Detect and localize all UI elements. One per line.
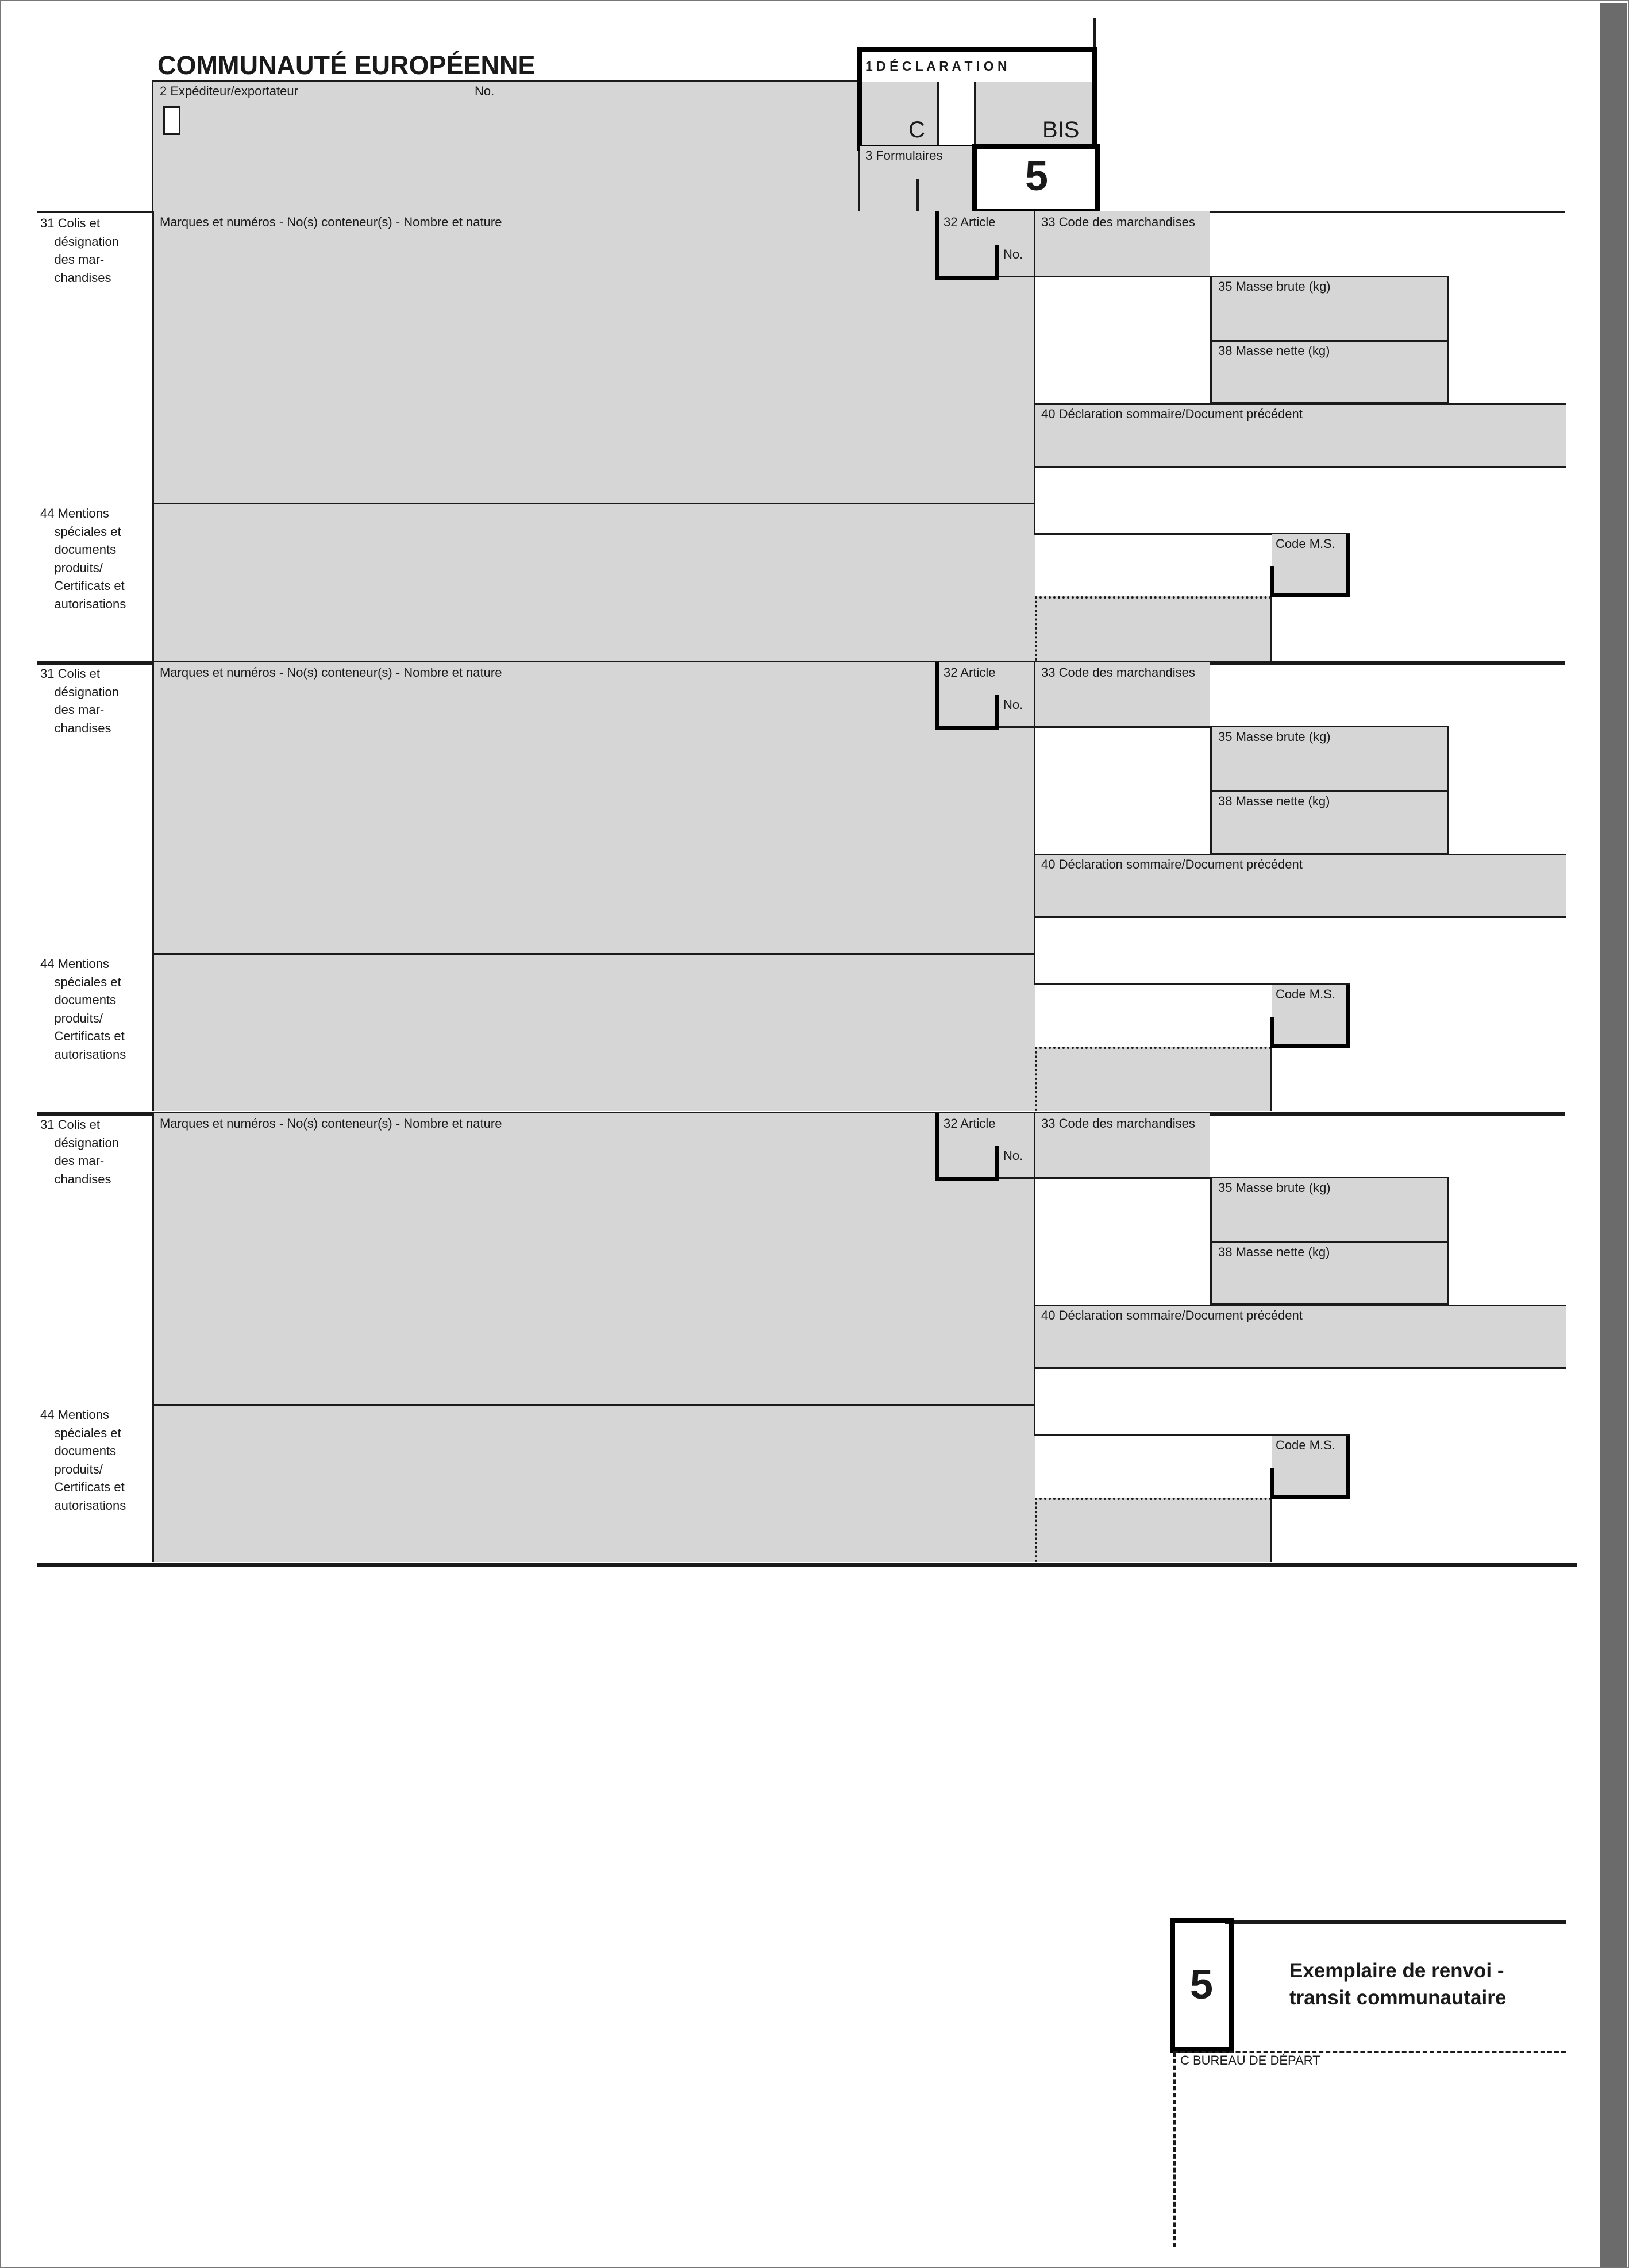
item1-code-ms-label: Code M.S. [1276,537,1335,551]
footer-copy-title: Exemplaire de renvoi - transit communautaire [1289,1960,1507,2009]
declaration-field-blank[interactable] [939,82,974,145]
item1-right-column-rule [1034,211,1035,533]
item2-mentions-rule [152,953,1035,955]
declaration-field-c[interactable] [862,82,937,145]
item2-code-ms-box-inner [1270,1017,1274,1048]
item3-mentions-field[interactable] [152,1405,1035,1562]
formulaires-tick [916,179,919,211]
item1-article-no-label: No. [1003,247,1023,261]
item2-marques-field[interactable] [152,662,1035,954]
item3-marques-label: Marques et numéros - No(s) conteneur(s) - Nombre et nature [160,1116,502,1131]
bureau-depart-label: C BUREAU DE DÉPART [1180,2053,1320,2068]
formulaires-label: 3 Formulaires [865,148,943,163]
item1-code-ms-box-inner [1270,566,1274,597]
item1-mentions-extension-field[interactable] [1035,596,1272,661]
item3-code-ms-box-inner [1270,1468,1274,1499]
item3-article-box-left [935,1113,939,1181]
item1-article-box-bottom [935,276,999,280]
box2-checkbox[interactable] [163,106,180,135]
item1-mentions-field[interactable] [152,503,1035,661]
item3-code-marchandises-label: 33 Code des marchandises [1041,1116,1195,1131]
item1-article-label: 32 Article [943,215,996,229]
form-bottom-rule [37,1563,1577,1567]
declaration-top-tick [1093,18,1096,51]
item1-marques-field[interactable] [152,211,1035,503]
item2-declaration-sommaire-label: 40 Déclaration sommaire/Document précédent [1041,857,1303,871]
item1-mentions-label: 44 Mentions spéciales et documents produits/ Certificats et autorisations [40,506,126,611]
footer-copy-number: 5 [1190,1962,1214,2008]
item2-article-no-label: No. [1003,697,1023,712]
declaration-label: 1 D É C L A R A T I O N [865,59,1007,74]
item3-masse-brute-label: 35 Masse brute (kg) [1218,1181,1331,1195]
item3-mentions-extension-field[interactable] [1035,1498,1272,1562]
item3-declaration-sommaire-label: 40 Déclaration sommaire/Document précédent [1041,1308,1303,1322]
item1-colis-label: 31 Colis et désignation des mar- chandises [40,216,119,285]
item2-article-box-bottom [935,726,999,730]
item2-code-marchandises-label: 33 Code des marchandises [1041,665,1195,680]
item2-article-box-inner [995,695,999,730]
item3-right-column-rule [1034,1113,1035,1434]
copy-number-header: 5 [1025,153,1049,199]
item1-article-box-inner [995,245,999,280]
footer-top-rule [1225,1920,1566,1924]
box2-expediteur-field[interactable] [152,80,860,211]
item2-masse-brute-label: 35 Masse brute (kg) [1218,730,1331,744]
item2-mentions-label: 44 Mentions spéciales et documents produits/ Certificats et autorisations [40,956,126,1062]
item3-code-ms-box-right [1346,1436,1350,1499]
box2-no-label: No. [475,84,495,98]
item1-code-ms-box-bottom [1270,593,1350,597]
item1-declaration-sommaire-label: 40 Déclaration sommaire/Document précédent [1041,407,1303,421]
item3-masse-nette-label: 38 Masse nette (kg) [1218,1245,1330,1259]
item2-code-ms-box-bottom [1270,1044,1350,1048]
item3-mentions-label: 44 Mentions spéciales et documents produits/ Certificats et autorisations [40,1407,126,1513]
item2-mentions-field[interactable] [152,954,1035,1111]
item1-masse-brute-label: 35 Masse brute (kg) [1218,279,1331,294]
declaration-bis-text: BIS [1042,117,1080,142]
item3-article-no-label: No. [1003,1148,1023,1163]
item1-marques-label: Marques et numéros - No(s) conteneur(s) - Nombre et nature [160,215,502,229]
item2-code-ms-label: Code M.S. [1276,987,1335,1001]
item1-code-marchandises-label: 33 Code des marchandises [1041,215,1195,229]
item2-article-box-left [935,662,939,730]
item3-article-label: 32 Article [943,1116,996,1131]
item1-code-ms-box-right [1346,534,1350,597]
box2-label: 2 Expéditeur/exportateur [160,84,298,98]
item3-article-box-inner [995,1146,999,1181]
item2-code-ms-box-right [1346,985,1350,1048]
item2-marques-label: Marques et numéros - No(s) conteneur(s) - Nombre et nature [160,665,502,680]
item3-colis-label: 31 Colis et désignation des mar- chandises [40,1117,119,1186]
form-title: COMMUNAUTÉ EUROPÉENNE [157,51,536,80]
item2-masse-nette-label: 38 Masse nette (kg) [1218,794,1330,808]
item3-code-ms-box-bottom [1270,1495,1350,1499]
item3-article-box-bottom [935,1177,999,1181]
item1-masse-nette-label: 38 Masse nette (kg) [1218,344,1330,358]
item1-mentions-rule [152,503,1035,504]
footer-dashed-vertical [1173,2052,1176,2247]
item2-colis-label: 31 Colis et désignation des mar- chandises [40,666,119,735]
item3-marques-field[interactable] [152,1113,1035,1405]
item2-article-label: 32 Article [943,665,996,680]
item1-article-box-left [935,211,939,279]
item3-mentions-rule [152,1404,1035,1406]
item3-code-ms-label: Code M.S. [1276,1438,1335,1452]
item2-right-column-rule [1034,662,1035,983]
item2-mentions-extension-field[interactable] [1035,1047,1272,1111]
right-margin-bar [1600,3,1627,2267]
declaration-c-text: C [908,117,925,142]
